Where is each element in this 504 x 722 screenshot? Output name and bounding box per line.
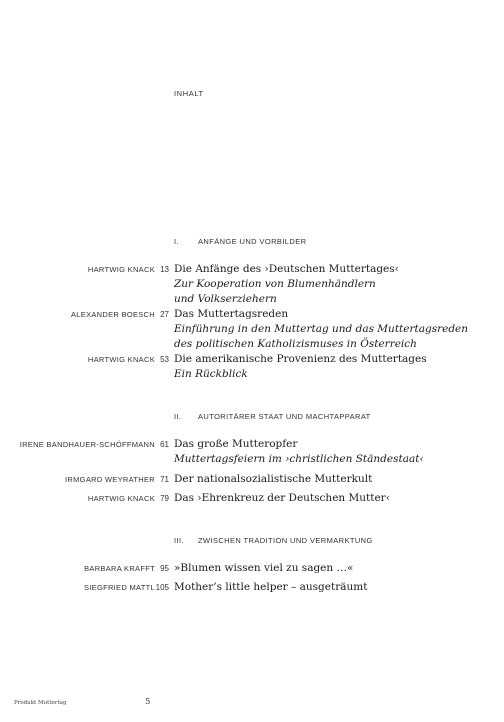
entry-subtitle-line: Zur Kooperation von Blumenhändlern	[174, 278, 376, 290]
section-number: III.	[174, 536, 184, 545]
entry-main-title: Das ›Ehrenkreuz der Deutschen Mutter‹	[174, 492, 390, 504]
section-heading	[174, 237, 306, 246]
section-number: I.	[174, 237, 179, 246]
toc-heading: INHALT	[174, 89, 204, 98]
entry-page-number: 27	[160, 310, 169, 319]
entry-subtitle-line: Einführung in den Muttertag und das Muttertagsreden	[174, 323, 469, 335]
section-title: ANFÄNGE UND VORBILDER	[198, 237, 307, 246]
entry-title	[174, 472, 474, 487]
entry-page-number: 13	[160, 265, 169, 274]
entry-main-title: »Blumen wissen viel zu sagen …«	[174, 562, 354, 574]
entry-author: HARTWIG KNACK	[87, 355, 155, 364]
entry-author: IRMGARD WEYRATHER	[65, 475, 155, 484]
section-heading	[174, 536, 373, 545]
section-title: ZWISCHEN TRADITION UND VERMARKTUNG	[198, 536, 373, 545]
entry-subtitle-line: des politischen Katholizismuses in Österreich	[174, 338, 417, 350]
entry-subtitle-line: Muttertagsfeiern im ›christlichen Ständestaat‹	[174, 453, 424, 465]
entry-author: BARBARA KRAFFT	[84, 564, 155, 573]
entry-page-number: 71	[160, 475, 169, 484]
entry-subtitle-line: Ein Rückblick	[174, 368, 248, 380]
entry-page-number: 53	[160, 355, 169, 364]
entry-main-title: Die amerikanische Provenienz des Muttertages	[174, 353, 427, 365]
entry-page-number: 61	[160, 440, 169, 449]
entry-main-title: Der nationalsozialistische Mutterkult	[174, 473, 373, 485]
entry-main-title: Die Anfänge des ›Deutschen Muttertages‹	[174, 263, 399, 275]
entry-author: SIEGFRIED MATTL	[83, 583, 155, 592]
entry-author: ALEXANDER BOESCH	[71, 310, 155, 319]
entry-title	[174, 262, 474, 307]
entry-main-title: Das Muttertagsreden	[174, 308, 289, 320]
entry-main-title: Mother’s little helper – ausgeträumt	[174, 581, 368, 593]
entry-main-title: Das große Mutteropfer	[174, 438, 298, 450]
entry-title	[174, 491, 474, 506]
section-title: AUTORITÄRER STAAT UND MACHTAPPARAT	[198, 412, 371, 421]
entry-author: IRENE BANDHAUER-SCHÖFFMANN	[19, 440, 155, 449]
entry-page-number: 105	[155, 583, 169, 592]
footer-book-title: Produkt Muttertag	[14, 700, 67, 706]
entry-title	[174, 352, 474, 382]
entry-title	[174, 307, 474, 352]
entry-title	[174, 437, 474, 467]
entry-page-number: 79	[160, 494, 169, 503]
footer-page-number: 5	[145, 697, 151, 707]
entry-title	[174, 580, 474, 595]
entry-page-number: 95	[160, 564, 169, 573]
section-heading	[174, 412, 371, 421]
entry-subtitle-line: und Volkserziehern	[174, 293, 277, 305]
entry-title	[174, 561, 474, 576]
entry-author: HARTWIG KNACK	[87, 494, 155, 503]
entry-author: HARTWIG KNACK	[87, 265, 155, 274]
section-number: II.	[174, 412, 182, 421]
